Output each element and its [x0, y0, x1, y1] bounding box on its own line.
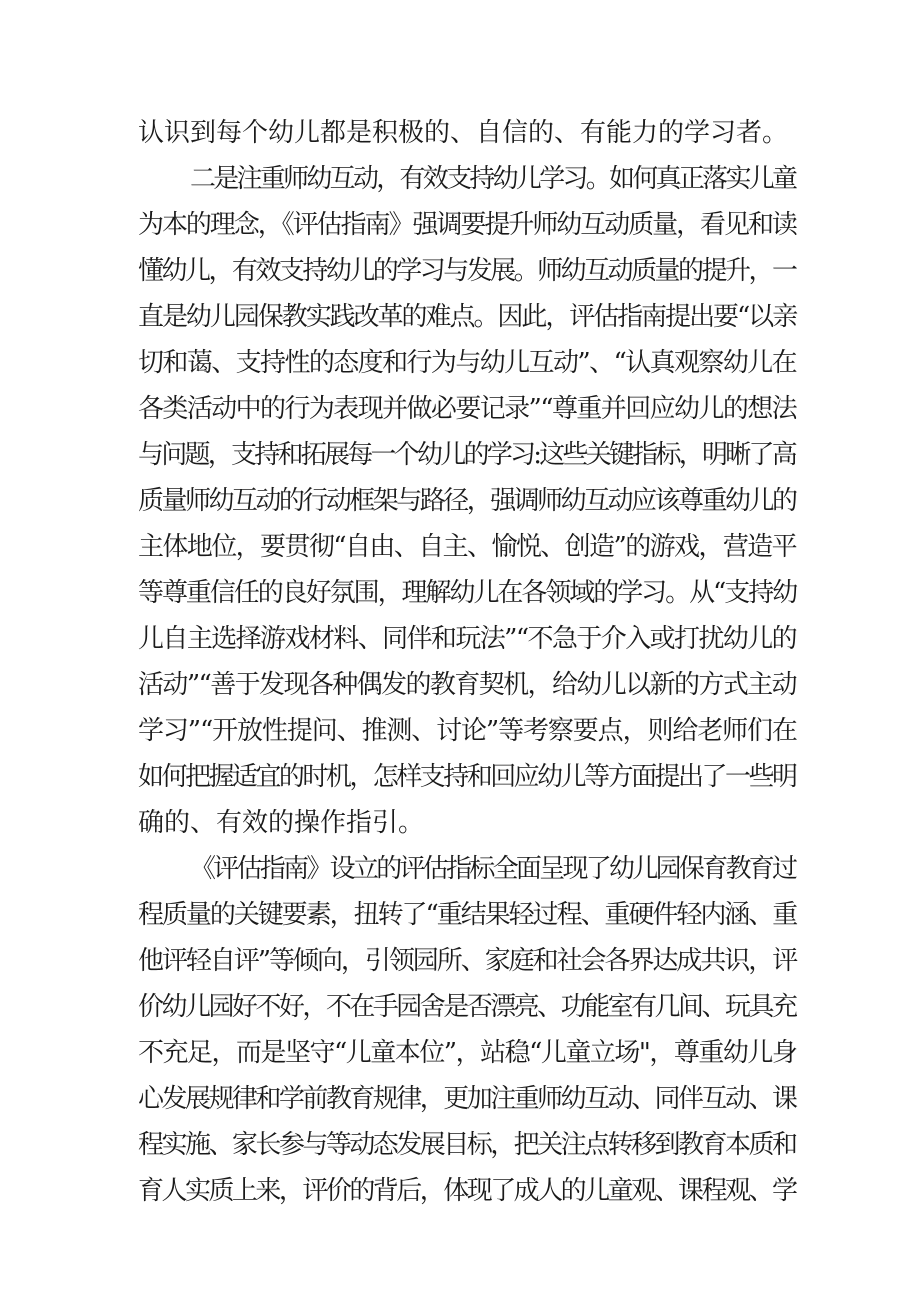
- text-line-11: 等尊重信任的良好氛围，理解幼儿在各领域的学习。从“支持幼: [138, 578, 797, 608]
- text-line-10: 主体地位，要贯彻“自由、自主、愉悦、创造”的游戏，营造平: [138, 532, 797, 562]
- text-line-13: 活动”“善于发现各种偶发的教育契机，给幼儿以新的方式主动: [138, 670, 797, 700]
- text-line-20: 价幼儿园好不好，不在手园舍是否漂亮、功能室有几间、玩具充: [138, 992, 796, 1022]
- text-line-9: 质量师幼互动的行动框架与路径，强调师幼互动应该尊重幼儿的: [138, 486, 796, 516]
- text-line-3: 为本的理念，《评估指南》强调要提升师幼互动质量，看见和读: [138, 210, 796, 240]
- text-line-2: 二是注重师幼互动，有效支持幼儿学习。如何真正落实儿童: [190, 164, 796, 194]
- text-line-16: 确的、有效的操作指引。: [138, 808, 425, 838]
- text-line-7: 各类活动中的行为表现并做必要记录”“尊重并回应幼儿的想法: [138, 394, 797, 424]
- text-line-6: 切和蔼、支持性的态度和行为与幼儿互动”、“认真观察幼儿在: [138, 348, 797, 378]
- text-line-23: 程实施、家长参与等动态发展目标，把关注点转移到教育本质和: [138, 1130, 796, 1160]
- text-line-1: 认识到每个幼儿都是积极的、自信的、有能力的学习者。: [138, 118, 789, 148]
- text-line-17: 《评估指南》设立的评估指标全面呈现了幼儿园保育教育过: [190, 854, 796, 884]
- text-line-12: 儿自主选择游戏材料、同伴和玩法”“不急于介入或打扰幼儿的: [138, 624, 797, 654]
- text-line-8: 与问题，支持和拓展每一个幼儿的学习:这些关键指标，明晰了高: [138, 440, 796, 470]
- text-line-15: 如何把握适宜的时机，怎样支持和回应幼儿等方面提出了一些明: [138, 762, 796, 792]
- text-line-24: 育人实质上来，评价的背后，体现了成人的儿童观、课程观、学: [138, 1176, 796, 1206]
- text-line-19: 他评轻自评”等倾向，引领园所、家庭和社会各界达成共识，评: [138, 946, 797, 976]
- text-line-22: 心发展规律和学前教育规律，更加注重师幼互动、同伴互动、课: [138, 1084, 796, 1114]
- text-line-4: 懂幼儿，有效支持幼儿的学习与发展。师幼互动质量的提升，一: [138, 256, 796, 286]
- text-line-14: 学习”“开放性提问、推测、讨论”等考察要点，则给老师们在: [138, 716, 797, 746]
- text-line-18: 程质量的关键要素，扭转了“重结果轻过程、重硬件轻内涵、重: [138, 900, 797, 930]
- text-line-21: 不充足，而是坚守“儿童本位”，站稳“儿童立场"，尊重幼儿身: [138, 1038, 797, 1068]
- text-line-5: 直是幼儿园保教实践改革的难点。因此，评估指南提出要“以亲: [138, 302, 797, 332]
